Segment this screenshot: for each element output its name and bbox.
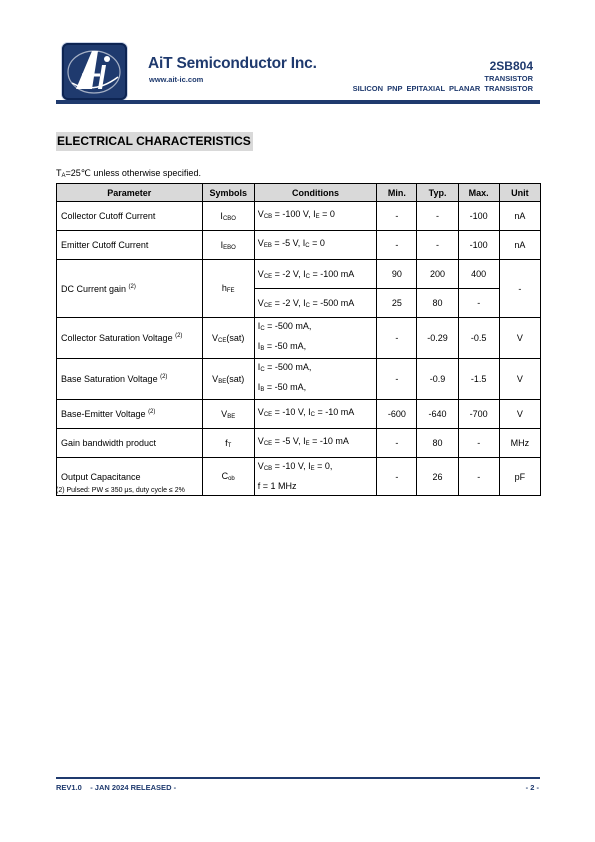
parameter-name: Base Saturation Voltage [61, 374, 158, 384]
parameter-note: (2) [148, 409, 156, 415]
release-label: - JAN 2024 RELEASED - [90, 783, 177, 792]
table-row [57, 202, 541, 231]
condition-text: = -500 mA, [264, 362, 312, 372]
unit-cell: MHz [499, 429, 540, 458]
typ-cell: 80 [417, 429, 458, 458]
conditions-cell [254, 458, 377, 496]
table-row [57, 359, 541, 400]
symbol-subscript: EBO [223, 244, 236, 251]
unit-cell: nA [499, 202, 540, 231]
parameter-note: (2) [128, 283, 136, 290]
condition-text: V [257, 461, 264, 471]
condition-subscript: CB [263, 214, 273, 220]
min-cell: 90 [377, 260, 417, 289]
parameter-cell [57, 231, 203, 260]
condition-subscript: B [260, 346, 265, 352]
header-conditions: Conditions [254, 184, 377, 202]
condition-line [258, 235, 374, 255]
max-cell: 400 [458, 260, 499, 289]
min-cell: - [377, 318, 417, 359]
footnote: (2) Pulsed: PW ≤ 350 μs, duty cycle ≤ 2% [56, 487, 185, 494]
parameter-name: Gain bandwidth product [61, 438, 157, 448]
condition-text: f = 1 MHz [257, 481, 297, 491]
header-divider [56, 100, 540, 104]
condition-subscript: E [315, 214, 320, 220]
condition-text: = -10 V, I [272, 407, 311, 417]
symbol-cell [202, 458, 254, 496]
max-cell: - [458, 289, 499, 318]
condition-text: = 0, [314, 461, 333, 471]
condition-line [258, 338, 374, 358]
unit-cell: V [499, 318, 540, 359]
symbol-cell [202, 429, 254, 458]
symbol-suffix: (sat) [226, 373, 245, 384]
min-cell: 25 [377, 289, 417, 318]
typ-cell: 80 [417, 289, 458, 318]
condition-text: V [257, 238, 264, 248]
condition-text: = 0 [309, 238, 325, 248]
header-symbols: Symbols [202, 184, 254, 202]
condition-text: = -10 mA [314, 407, 355, 417]
typ-cell: -0.29 [417, 318, 458, 359]
condition-text: V [257, 407, 264, 417]
parameter-note: (2) [160, 374, 168, 380]
company-name: AiT Semiconductor Inc. [148, 55, 317, 72]
table-row [57, 429, 541, 458]
condition-subscript: C [305, 273, 310, 280]
header-typ: Typ. [417, 184, 458, 202]
unit-cell: V [499, 359, 540, 400]
typ-cell: -640 [417, 400, 458, 429]
max-cell: -1.5 [458, 359, 499, 400]
max-cell: - [458, 458, 499, 496]
condition-text: I [257, 382, 261, 392]
parameter-cell [57, 318, 203, 359]
parameter-cell [57, 260, 203, 318]
part-category: TRANSISTOR [484, 74, 533, 83]
parameter-cell [57, 359, 203, 400]
parameter-name: DC Current gain [61, 283, 127, 294]
symbol-cell [202, 260, 254, 318]
condition-text: = -100 mA [309, 268, 355, 279]
symbol-subscript: CE [218, 337, 227, 344]
condition-text: = -10 mA [309, 436, 349, 446]
parameter-name: Collector Cutoff Current [61, 211, 156, 221]
max-cell: -0.5 [458, 318, 499, 359]
typ-cell: 26 [417, 458, 458, 496]
condition-line [258, 318, 374, 338]
condition-text: I [257, 321, 261, 331]
condition-subscript: CE [263, 412, 273, 418]
condition-subscript: CE [263, 441, 273, 447]
condition-text: = -100 V, I [272, 209, 316, 219]
section-title: ELECTRICAL CHARACTERISTICS [56, 132, 253, 151]
typ-cell: -0.9 [417, 359, 458, 400]
ta-symbol: T [56, 168, 62, 178]
page-number: - 2 - [525, 783, 539, 792]
unit-cell: pF [499, 458, 540, 496]
conditions-cell [254, 260, 377, 289]
parameter-cell [57, 429, 203, 458]
min-cell: - [377, 429, 417, 458]
table-header-row [57, 184, 541, 202]
condition-line [258, 379, 374, 399]
condition-line [258, 206, 374, 226]
condition-text: V [257, 297, 264, 308]
condition-text: = -500 mA [309, 297, 355, 308]
max-cell: -100 [458, 231, 499, 260]
max-cell: -100 [458, 202, 499, 231]
conditions-cell [254, 231, 377, 260]
symbol-letter: f [225, 437, 228, 448]
condition-subscript: CB [263, 466, 273, 472]
symbol-letter: V [212, 373, 219, 384]
typ-cell: 200 [417, 260, 458, 289]
ait-logo-icon [62, 43, 127, 100]
conditions-cell [254, 289, 377, 318]
header-max: Max. [458, 184, 499, 202]
conditions-cell [254, 318, 377, 359]
condition-text: I [257, 341, 261, 351]
parameter-cell [57, 400, 203, 429]
condition-line [258, 478, 374, 495]
symbol-letter: I [220, 210, 223, 221]
condition-text: = -50 mA, [264, 382, 307, 392]
condition-text: = -5 V, I [271, 238, 306, 248]
condition-line [258, 458, 374, 478]
symbol-letter: h [221, 283, 227, 293]
condition-subscript: CE [263, 273, 273, 280]
header-unit: Unit [499, 184, 540, 202]
ta-condition-text: =25℃ unless otherwise specified. [65, 168, 201, 178]
symbol-cell [202, 318, 254, 359]
condition-line [258, 433, 374, 453]
condition-text: = -500 mA, [264, 321, 312, 331]
condition-subscript: C [260, 326, 265, 332]
parameter-cell [57, 202, 203, 231]
company-website[interactable]: www.ait-ic.com [149, 75, 204, 84]
footer-divider [56, 777, 540, 779]
symbol-subscript: BE [218, 378, 227, 385]
condition-text: = -5 V, I [272, 436, 306, 446]
conditions-cell [254, 429, 377, 458]
part-description: SILICON PNP EPITAXIAL PLANAR TRANSISTOR [352, 84, 533, 93]
condition-text: V [257, 209, 264, 219]
symbol-subscript: FE [226, 288, 235, 294]
min-cell: - [377, 458, 417, 496]
condition-subscript: E [310, 466, 315, 472]
min-cell: -600 [377, 400, 417, 429]
symbol-letter: V [221, 408, 228, 419]
ambient-condition [56, 168, 201, 179]
parameter-name: Collector Saturation Voltage [61, 333, 173, 343]
parameter-note: (2) [175, 333, 183, 339]
ta-subscript: A [61, 173, 66, 179]
company-logo [62, 43, 127, 100]
table-row [57, 260, 541, 289]
symbol-subscript: T [227, 442, 232, 449]
condition-subscript: EB [263, 243, 272, 249]
typ-cell: - [417, 202, 458, 231]
table-row [57, 400, 541, 429]
condition-subscript: C [305, 243, 310, 249]
header-parameter: Parameter [57, 184, 203, 202]
condition-subscript: CE [263, 302, 273, 309]
symbol-subscript: BE [227, 413, 236, 420]
symbol-cell [202, 231, 254, 260]
min-cell: - [377, 202, 417, 231]
header-min: Min. [377, 184, 417, 202]
table-row [57, 231, 541, 260]
condition-text: V [257, 436, 264, 446]
table-row [57, 318, 541, 359]
symbol-subscript: CBO [222, 215, 236, 222]
electrical-characteristics-table [56, 183, 541, 496]
condition-text: = 0 [319, 209, 335, 219]
min-cell: - [377, 359, 417, 400]
condition-text: V [257, 268, 264, 279]
condition-text: I [257, 362, 261, 372]
condition-line [258, 404, 374, 424]
condition-subscript: C [305, 302, 310, 309]
symbol-suffix: (sat) [226, 332, 245, 343]
condition-subscript: E [305, 441, 310, 447]
symbol-cell [202, 359, 254, 400]
condition-text: = -2 V, I [272, 268, 306, 279]
symbol-subscript: ob [228, 476, 235, 482]
min-cell: - [377, 231, 417, 260]
symbol-letter: C [221, 471, 229, 481]
condition-subscript: C [260, 367, 265, 373]
conditions-cell [254, 400, 377, 429]
max-cell: - [458, 429, 499, 458]
unit-cell: - [499, 260, 540, 318]
revision-label: REV1.0 [56, 783, 82, 792]
parameter-name: Base-Emitter Voltage [61, 409, 146, 419]
conditions-cell [254, 359, 377, 400]
parameter-name: Output Capacitance [61, 471, 141, 482]
condition-text: = -2 V, I [272, 297, 306, 308]
max-cell: -700 [458, 400, 499, 429]
symbol-cell [202, 202, 254, 231]
typ-cell: - [417, 231, 458, 260]
part-number: 2SB804 [489, 59, 533, 73]
unit-cell: V [499, 400, 540, 429]
condition-text: = -10 V, I [272, 461, 311, 471]
symbol-cell [202, 400, 254, 429]
parameter-name: Emitter Cutoff Current [61, 240, 149, 250]
unit-cell: nA [499, 231, 540, 260]
symbol-letter: I [220, 239, 224, 250]
symbol-letter: V [212, 332, 219, 343]
condition-text: = -50 mA, [264, 341, 307, 351]
condition-subscript: B [260, 387, 265, 393]
footer-revision [56, 783, 176, 792]
conditions-cell [254, 202, 377, 231]
condition-line [258, 359, 374, 379]
condition-subscript: C [310, 412, 315, 418]
